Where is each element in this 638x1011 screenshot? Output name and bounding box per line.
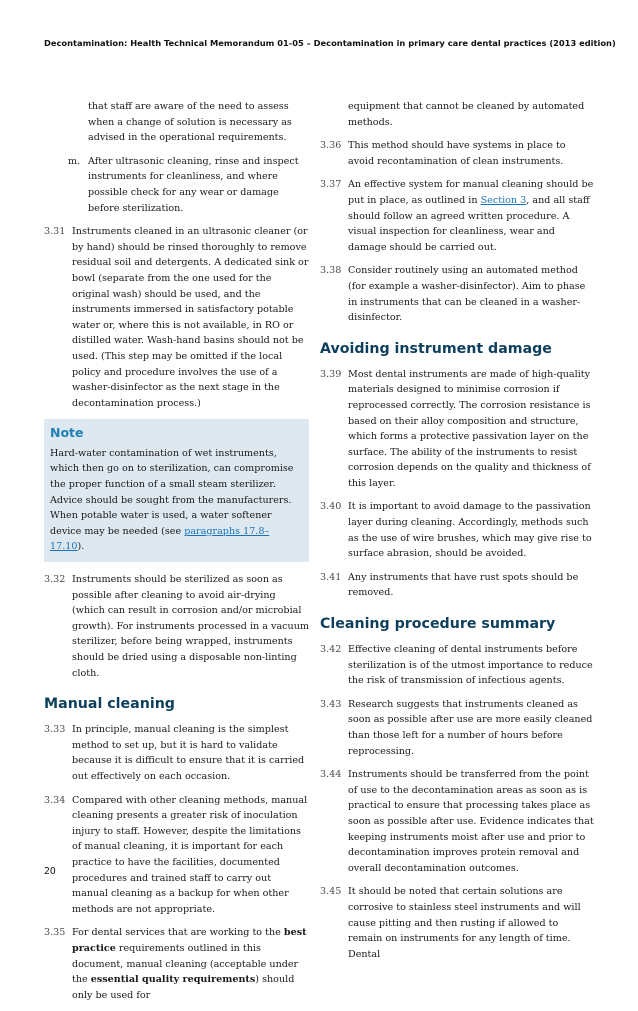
paragraph-3-37 bbox=[320, 177, 594, 255]
paragraph-number: 3.45 bbox=[320, 886, 342, 898]
right-column bbox=[320, 99, 594, 970]
continued-text: that staff are aware of the need to assess when a change of solution is necessary as advised in the operational requirements. bbox=[88, 101, 292, 144]
paragraph-3-45 bbox=[320, 884, 594, 962]
paragraph-3-34 bbox=[44, 793, 309, 918]
paragraph-text: In principle, manual cleaning is the simplest method to set up, but it is hard to validate because it is difficult to ensure that it is carried out effectively on each occasion. bbox=[72, 724, 305, 782]
paragraph-number: 3.44 bbox=[320, 769, 342, 781]
paragraph-3-33 bbox=[44, 722, 309, 784]
paragraph-number: 3.38 bbox=[320, 265, 342, 277]
paragraph-number: 3.34 bbox=[44, 794, 66, 806]
bold-best-practice: best practice bbox=[72, 927, 307, 954]
paragraph-3-35 bbox=[44, 925, 309, 1003]
paragraph-text: Any instruments that have rust spots should be removed. bbox=[348, 571, 579, 599]
paragraph-text: Effective cleaning of dental instruments before sterilization is of the utmost importance to reduce the risk of transmission of infectious agents. bbox=[348, 644, 593, 687]
paragraph-3-39 bbox=[320, 367, 594, 492]
paragraph-number: 3.32 bbox=[44, 574, 66, 586]
paragraph-text: Consider routinely using an automated method (for example a washer-disinfector). Aim to phase in instruments that can be cleaned in a washer-disinfector. bbox=[348, 265, 586, 324]
paragraph-text bbox=[348, 177, 594, 255]
paragraph-3-32 bbox=[44, 572, 309, 681]
paragraph-text: This method should have systems in place to avoid recontamination of clean instruments. bbox=[348, 140, 566, 167]
heading-cleaning-summary: Cleaning procedure summary bbox=[320, 616, 556, 633]
note-end: ). bbox=[77, 541, 85, 553]
paragraphs-link[interactable]: paragraphs 17.8–17.10 bbox=[50, 525, 270, 553]
page-number: 20 bbox=[44, 866, 56, 877]
paragraph-number: 3.41 bbox=[320, 571, 342, 583]
paragraph-text: Compared with other cleaning methods, manual cleaning presents a greater risk of inoculation injury to staff. However, despite the limitations of manual cleaning, it is important for each practice to have the facilities, documented procedures and trained staff to carry out manual cleaning as a backup for when other methods are not appropriate. bbox=[72, 794, 308, 915]
paragraph-text: It is important to avoid damage to the passivation layer during cleaning. Accordingly, methods such as the use of wire brushes, which may give rise to surface abrasion, should be avoided. bbox=[348, 501, 592, 560]
paragraph-text: Most dental instruments are made of high-quality materials designed to minimise corrosion if reprocessed correctly. The corrosion resistance is based on their alloy composition and structure, which forms a protective passivation layer on the surface. The ability of the instruments to resist corrosion depends on the quality and thickness of this layer. bbox=[348, 368, 591, 489]
paragraph-number: 3.42 bbox=[320, 644, 342, 656]
note-box bbox=[44, 419, 309, 562]
note-body: Hard-water contamination of wet instruments, which then go on to sterilization, can compromise the proper function of a small steam sterilizer. Advice should be sought from the manufacturers. When potable water is used, a water softener device may be needed (see bbox=[50, 447, 294, 537]
bold-essential-quality: essential quality requirements bbox=[90, 974, 256, 986]
text-run: requirements outlined in this document, manual cleaning (acceptable under the bbox=[72, 942, 299, 986]
paragraph-text: It should be noted that certain solutions are corrosive to stainless steel instruments and will cause pitting and then rusting if allowed to remain on instruments for any length of time. Dental bbox=[348, 886, 581, 960]
left-column bbox=[44, 99, 309, 1011]
heading-manual-cleaning: Manual cleaning bbox=[44, 696, 175, 713]
paragraph-number: 3.35 bbox=[44, 927, 66, 939]
list-text: After ultrasonic cleaning, rinse and inspect instruments for cleanliness, and where possible check for any wear or damage before sterilization. bbox=[88, 155, 299, 214]
paragraph-text: Instruments should be transferred from the point of use to the decontamination areas as soon as is practical to ensure that processing takes place as soon as possible after use. Evidence indicates that keeping instruments moist after use and prior to decontamination improves protein removal and overall decontamination outcomes. bbox=[348, 769, 594, 874]
paragraph-number: 3.39 bbox=[320, 368, 342, 380]
text-run: For dental services that are working to the bbox=[72, 927, 284, 939]
paragraph-3-38 bbox=[320, 263, 594, 325]
paragraph-3-36 bbox=[320, 138, 594, 169]
text-run: , and all staff should follow an agreed written procedure. A visual inspection for cleanliness, wear and damage should be carried out. bbox=[348, 194, 590, 253]
text-run: ) should only be used for bbox=[72, 974, 295, 1001]
paragraph-3-44 bbox=[320, 767, 594, 876]
running-header: Decontamination: Health Technical Memorandum 01-05 – Decontamination in primary care dental practices (2013 edition) bbox=[44, 38, 616, 48]
paragraph-3-40 bbox=[320, 499, 594, 561]
list-label: m. bbox=[68, 155, 81, 167]
paragraph-3-41 bbox=[320, 570, 594, 601]
paragraph-text bbox=[72, 925, 309, 1003]
paragraph-3-31 bbox=[44, 224, 309, 411]
paragraph-3-43 bbox=[320, 697, 594, 759]
note-text bbox=[50, 446, 302, 555]
text-run: An effective system for manual cleaning should be put in place, as outlined in bbox=[348, 179, 594, 206]
paragraph-number: 3.40 bbox=[320, 501, 342, 513]
paragraph-number: 3.33 bbox=[44, 724, 66, 736]
continued-text: equipment that cannot be cleaned by automated methods. bbox=[348, 101, 585, 128]
paragraph-text: Instruments should be sterilized as soon as possible after cleaning to avoid air-drying (which can result in corrosion and/or microbial growth). For instruments processed in a vacuum sterilizer, before being wrapped, instruments should be dried using a disposable non-linting cloth. bbox=[72, 574, 310, 679]
paragraph-number: 3.36 bbox=[320, 140, 342, 152]
note-title: Note bbox=[50, 425, 84, 441]
paragraph-number: 3.31 bbox=[44, 226, 66, 238]
paragraph-text: Research suggests that instruments cleaned as soon as possible after use are more easily cleaned than those left for a number of hours before reprocessing. bbox=[348, 698, 593, 757]
paragraph-text: Instruments cleaned in an ultrasonic cleaner (or by hand) should be rinsed thoroughly to remove residual soil and detergents. A dedicated sink or bowl (separate from the one used for the original wash) should be used, and the instruments immersed in satisfactory potable water or, where this is not available, in RO or distilled water. Wash-hand basins should not be used. (This step may be omitted if the local policy and procedure involves the use of a washer-disinfector as the next stage in the decontamination process.) bbox=[72, 226, 309, 409]
heading-avoiding-damage: Avoiding instrument damage bbox=[320, 340, 552, 357]
list-item-m bbox=[68, 154, 309, 216]
paragraph-number: 3.37 bbox=[320, 179, 342, 191]
paragraph-3-42 bbox=[320, 642, 594, 689]
section-3-link[interactable]: Section 3 bbox=[480, 194, 527, 206]
paragraph-number: 3.43 bbox=[320, 698, 342, 710]
